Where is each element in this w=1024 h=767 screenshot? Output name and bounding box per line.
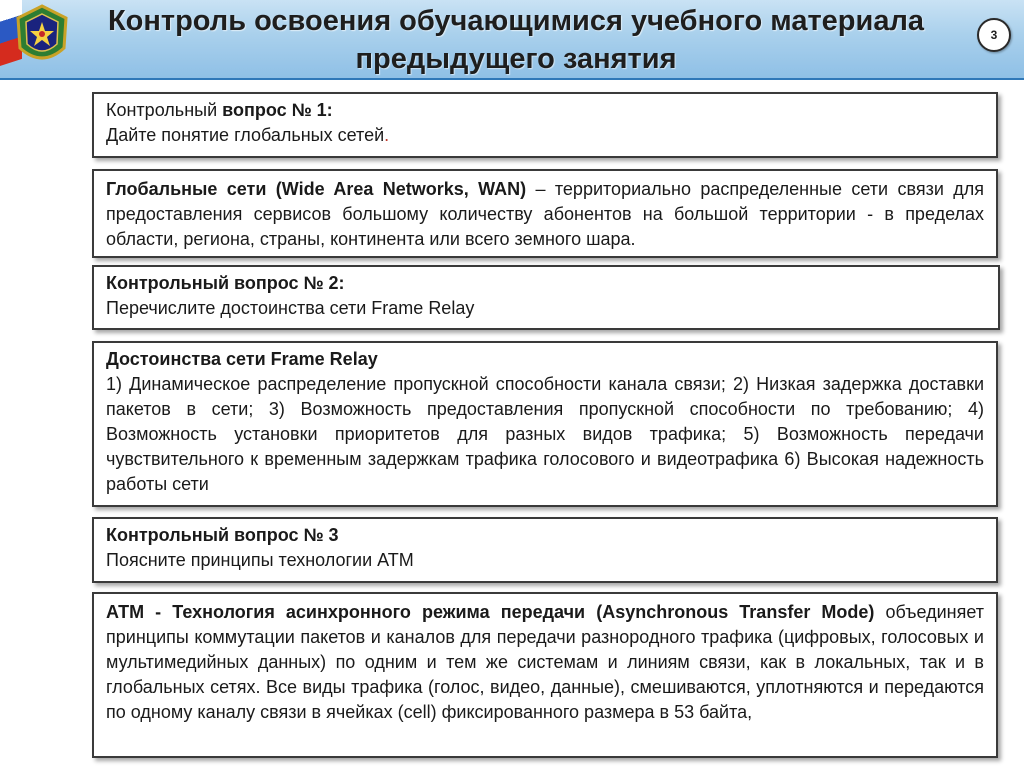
answer-2-heading: Достоинства сети Frame Relay [106, 349, 378, 369]
question-1-label-plain: Контрольный [106, 100, 223, 120]
page-number-badge: 3 [977, 18, 1011, 52]
question-1-text-dot: . [384, 125, 390, 145]
question-1-text [106, 123, 984, 148]
question-1-box [92, 92, 998, 158]
answer-3-box [92, 592, 998, 758]
answer-3-term: АТМ - Технология асинхронного режима передачи (Asynchronous Transfer Mode) [106, 602, 875, 622]
page-title [76, 2, 956, 78]
question-2-text: Перечислите достоинства сети Frame Relay [106, 298, 475, 318]
title-line-2: предыдущего занятия [355, 43, 677, 75]
question-1-label [106, 98, 984, 123]
title-line-1: Контроль освоения обучающимися учебного материала [107, 5, 925, 37]
question-2-box [92, 265, 1000, 330]
answer-1-term: Глобальные сети (Wide Area Networks, WAN) [106, 179, 527, 199]
answer-2-text: 1) Динамическое распределение пропускной способности канала связи; 2) Низкая задержка доставки пакетов в сети; 3) Возможность предоставления пропускной способности по требованию; 4) Возможность установки приоритетов для разных видов трафика; 5) Возможность передачи чувствительного к временным задержкам трафика голосового и видеотрафика 6) Высокая надежность работы сети [106, 374, 984, 494]
question-2-label: Контрольный вопрос № 2: [106, 273, 345, 293]
question-3-text: Поясните принципы технологии АТМ [106, 550, 414, 570]
slide-header [0, 0, 1024, 80]
answer-2-box [92, 341, 998, 507]
military-emblem-icon [14, 4, 70, 70]
question-1-text-main: Дайте понятие глобальных сетей [106, 125, 385, 145]
question-3-box [92, 517, 998, 583]
answer-3-text: объединяет принципы коммутации пакетов и каналов для передачи разнородного трафика (цифровых, голосовых и мультимедийных данных) по одним и тем же системам и линиям связи, как в локальных, так и в глобальных сетях. Все виды трафика (голос, видео, данные), смешиваются, уплотняются и передаются по одному каналу связи в ячейках (cell) фиксированного размера в 53 байта, [106, 602, 984, 722]
question-1-label-bold: вопрос № 1: [222, 100, 333, 120]
answer-1-box [92, 169, 998, 258]
answer-1-text: – территориально распределенные сети связи для предоставления сервисов большому количеству абонентов на большой территории - в пределах области, региона, страны, континента или всего земного шара. [106, 179, 984, 249]
question-3-label: Контрольный вопрос № 3 [106, 525, 339, 545]
